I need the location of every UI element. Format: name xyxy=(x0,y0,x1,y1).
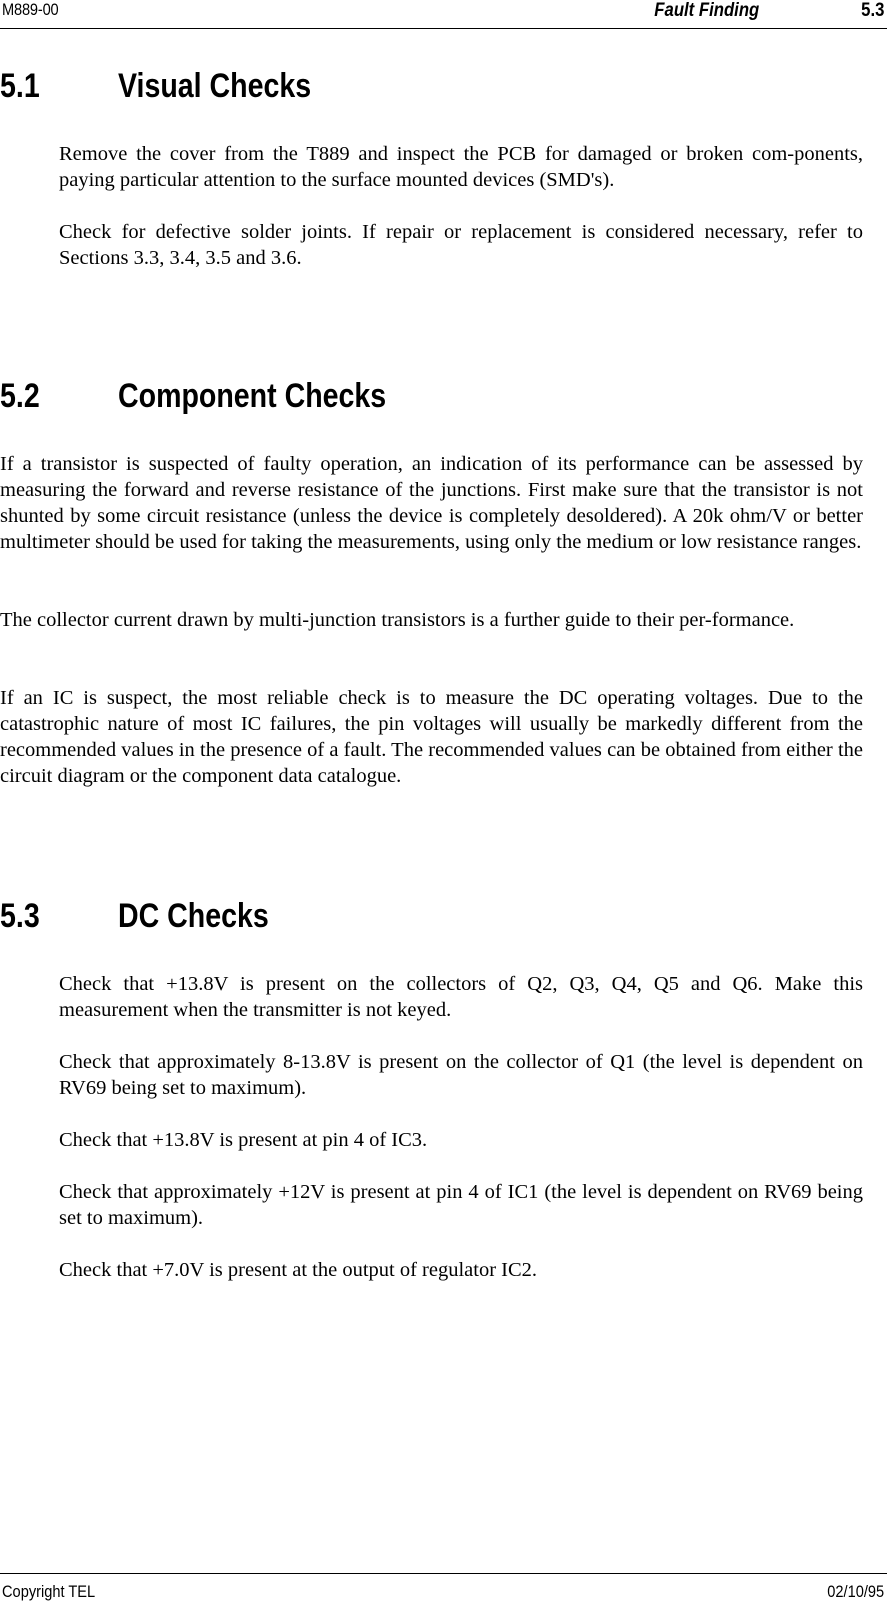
paragraph: Check that approximately +12V is present at pin 4 of IC1 (the level is dependent on RV69 being set to maximum). xyxy=(59,1181,863,1229)
chapter-title: Fault Finding xyxy=(654,0,759,21)
page-number: 5.3 xyxy=(860,0,884,21)
section-title: Visual Checks xyxy=(118,67,312,105)
copyright-notice: Copyright TEL xyxy=(2,1582,96,1601)
section-number: 5.2 xyxy=(0,377,40,415)
revision-date: 02/10/95 xyxy=(827,1582,884,1601)
document-id: M889-00 xyxy=(2,0,59,19)
page-header xyxy=(0,0,887,29)
paragraph: Check that +13.8V is present at pin 4 of IC3. xyxy=(59,1129,428,1151)
paragraph: If a transistor is suspected of faulty operation, an indication of its performance can be assessed by measuring the forward and reverse resistance of the junctions. First make sure that the transistor is not shunted by some circuit resistance (unless the device is completely desoldered). A 20k ohm/V or better multimeter should be used for taking the measurements, using only the medium or low resistance ranges. xyxy=(0,453,863,553)
paragraph: If an IC is suspect, the most reliable check is to measure the DC operating voltages. Due to the catastrophic nature of most IC failures, the pin voltages will usually be markedly different from the recommended values in the presence of a fault. The recommended values can be obtained from either the circuit diagram or the component data catalogue. xyxy=(0,687,863,787)
paragraph: Check that +7.0V is present at the output of regulator IC2. xyxy=(59,1259,538,1281)
section-number: 5.1 xyxy=(0,67,40,105)
section-title: DC Checks xyxy=(118,897,269,935)
paragraph: Check that approximately 8-13.8V is present on the collector of Q1 (the level is dependent on RV69 being set to maximum). xyxy=(59,1051,863,1099)
section-title: Component Checks xyxy=(118,377,387,415)
paragraph: The collector current drawn by multi-junction transistors is a further guide to their per-formance. xyxy=(0,609,795,631)
page-footer xyxy=(0,1573,887,1612)
paragraph: Remove the cover from the T889 and inspect the PCB for damaged or broken com-ponents, paying particular attention to the surface mounted devices (SMD's). xyxy=(59,143,863,191)
section-number: 5.3 xyxy=(0,897,40,935)
paragraph: Check for defective solder joints. If repair or replacement is considered necessary, refer to Sections 3.3, 3.4, 3.5 and 3.6. xyxy=(59,221,863,269)
paragraph: Check that +13.8V is present on the collectors of Q2, Q3, Q4, Q5 and Q6. Make this measurement when the transmitter is not keyed. xyxy=(59,973,863,1021)
